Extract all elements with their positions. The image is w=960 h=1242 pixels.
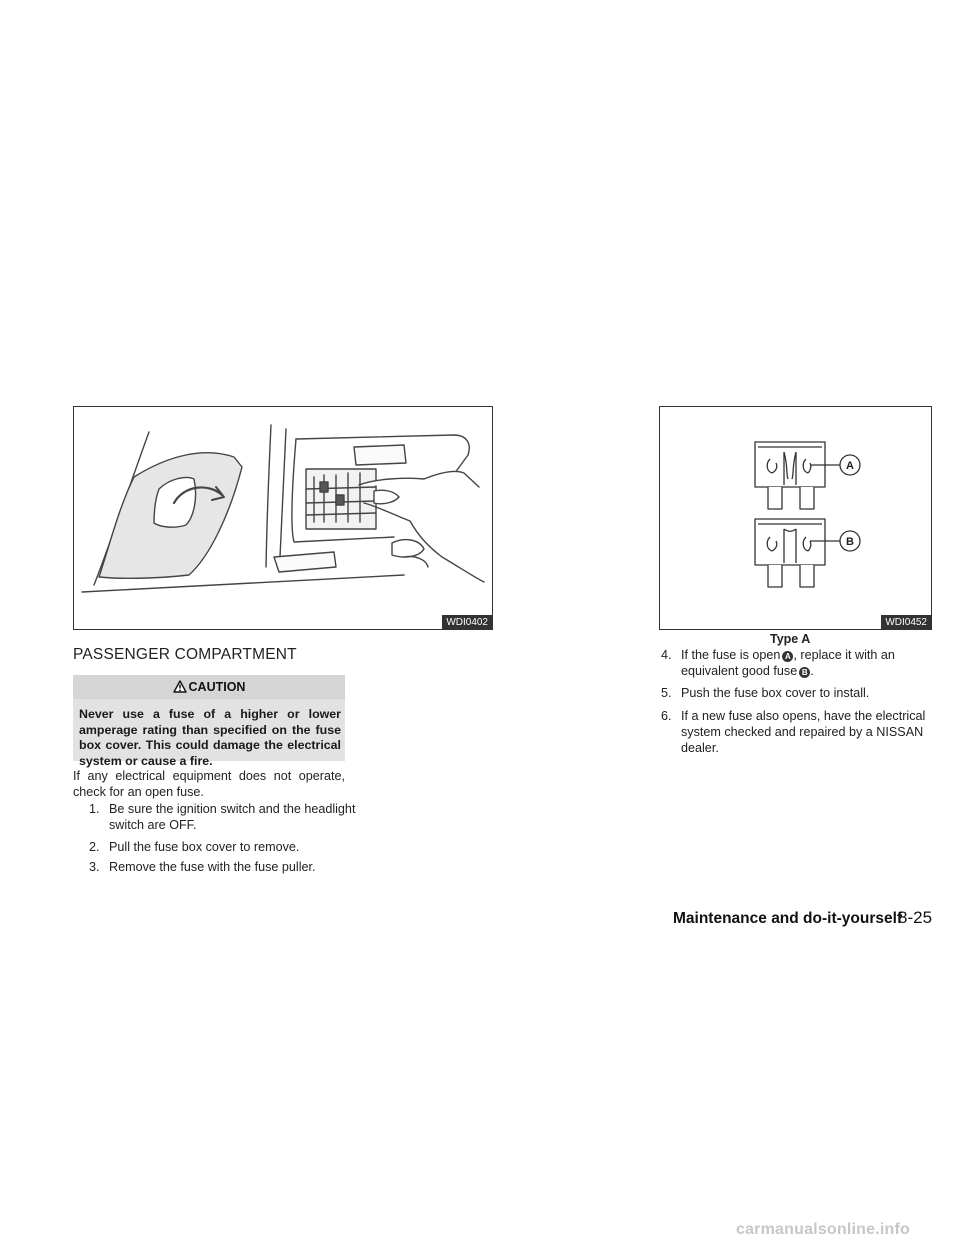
callout-a-marker: A <box>782 651 793 662</box>
watermark-text[interactable]: carmanualsonline.info <box>735 1221 910 1238</box>
step-line <box>681 664 814 680</box>
caution-heading-label: CAUTION <box>188 680 246 694</box>
figure-code-label: WDI0452 <box>881 615 931 629</box>
section-title: PASSENGER COMPARTMENT <box>73 646 297 663</box>
step-number: 6. <box>661 709 672 723</box>
fuse-drawing <box>660 407 931 629</box>
figure-code-label: WDI0402 <box>442 615 492 629</box>
callout-b-label: B <box>846 536 854 548</box>
step-number: 2. <box>89 840 100 854</box>
step-line: system checked and repaired by a NISSAN <box>681 725 924 739</box>
callout-b-marker: B <box>799 667 810 678</box>
step-number: 5. <box>661 686 672 700</box>
caution-box <box>73 675 345 768</box>
caution-text: Never use a fuse of a higher or lower amperage rating than specified on the fuse box cover. This could damage the electrical system or cause a fire. <box>79 707 341 768</box>
step-line <box>681 648 895 664</box>
passenger-fuse-box-drawing <box>74 407 492 629</box>
warning-triangle-icon <box>173 677 187 701</box>
page-number: 8-25 <box>898 908 933 927</box>
watermark-bar <box>0 1205 960 1242</box>
step-text: , replace it with an <box>793 648 895 662</box>
step-text: If the fuse is open <box>681 648 781 662</box>
step-line: Pull the fuse box cover to remove. <box>109 840 300 854</box>
step-number: 3. <box>89 860 100 874</box>
fuse-comparison-illustration <box>659 406 932 630</box>
intro-paragraph: If any electrical equipment does not operate, check for an open fuse. <box>73 769 345 799</box>
step-line: Push the fuse box cover to install. <box>681 686 870 700</box>
footer-section-title: Maintenance and do-it-yourself <box>673 910 903 927</box>
step-line: switch are OFF. <box>109 818 197 832</box>
caution-heading <box>73 675 345 699</box>
fuse-box-cover-illustration <box>73 406 493 630</box>
step-line: Remove the fuse with the fuse puller. <box>109 860 316 874</box>
step-number: 4. <box>661 648 672 662</box>
step-line: dealer. <box>681 741 719 755</box>
figure-caption: Type A <box>770 632 811 646</box>
callout-a-label: A <box>846 460 854 472</box>
step-text: equivalent good fuse <box>681 664 798 678</box>
step-text: . <box>810 664 814 678</box>
step-line: Be sure the ignition switch and the headlight <box>109 802 356 816</box>
step-line: If a new fuse also opens, have the electrical <box>681 709 926 723</box>
step-number: 1. <box>89 802 100 816</box>
